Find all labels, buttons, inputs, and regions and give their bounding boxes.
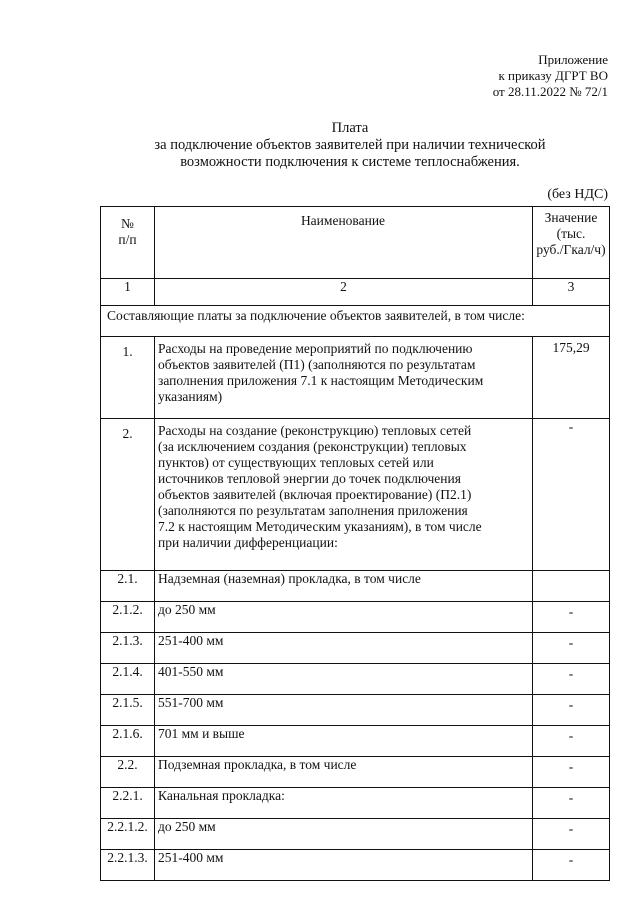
table-row xyxy=(101,788,610,819)
row-name: 401-550 мм xyxy=(155,664,533,695)
row-name-line: (за исключением создания (реконструкции) тепловых xyxy=(158,439,467,454)
header-number-line: № xyxy=(121,216,134,231)
row-value: - xyxy=(533,850,610,881)
table-row xyxy=(101,695,610,726)
row-name-line: указаниям) xyxy=(158,389,223,404)
table-row xyxy=(101,850,610,881)
section-title: Составляющие платы за подключение объектов заявителей, в том числе: xyxy=(101,306,610,337)
table-row xyxy=(101,819,610,850)
appendix-line: от 28.11.2022 № 72/1 xyxy=(492,84,608,99)
header-number xyxy=(101,207,155,279)
header-value-line: (тыс. xyxy=(556,226,586,241)
row-number: 2.1.4. xyxy=(101,664,155,695)
header-number-line: п/п xyxy=(118,232,137,247)
row-name xyxy=(155,419,533,571)
row-value: - xyxy=(533,726,610,757)
fee-table xyxy=(100,206,610,881)
row-name-line: при наличии дифференциации: xyxy=(158,535,338,550)
section-row xyxy=(101,306,610,337)
row-name: до 250 мм xyxy=(155,602,533,633)
row-number: 2.1.6. xyxy=(101,726,155,757)
row-name: до 250 мм xyxy=(155,819,533,850)
row-number: 1. xyxy=(101,337,155,419)
row-value xyxy=(533,571,610,602)
row-name-line: пунктов) от существующих тепловых сетей или xyxy=(158,455,434,470)
row-name xyxy=(155,337,533,419)
row-name-line: Расходы на проведение мероприятий по подключению xyxy=(158,341,473,356)
table-row xyxy=(101,419,610,571)
row-number: 2.1.5. xyxy=(101,695,155,726)
row-name: 701 мм и выше xyxy=(155,726,533,757)
table-row xyxy=(101,602,610,633)
header-value-line: руб./Гкал/ч) xyxy=(536,242,606,257)
appendix-line: Приложение xyxy=(538,52,608,67)
title-line: Плата xyxy=(331,120,369,136)
table-row xyxy=(101,633,610,664)
title-line: за подключение объектов заявителей при наличии технической xyxy=(154,137,546,153)
row-number: 2.2.1. xyxy=(101,788,155,819)
row-value: - xyxy=(533,757,610,788)
row-number: 2.2. xyxy=(101,757,155,788)
table-header-row xyxy=(101,207,610,279)
row-number: 2.2.1.3. xyxy=(101,850,155,881)
table-row xyxy=(101,757,610,788)
column-number: 3 xyxy=(533,279,610,306)
row-value: - xyxy=(533,819,610,850)
row-value: 175,29 xyxy=(533,337,610,419)
row-name-line: Расходы на создание (реконструкцию) тепловых сетей xyxy=(158,423,472,438)
row-name-line: объектов заявителей (включая проектирование) (П2.1) xyxy=(158,487,472,502)
row-value: - xyxy=(533,664,610,695)
table-row xyxy=(101,726,610,757)
row-name-line: 7.2 к настоящим Методическим указаниям), в том числе xyxy=(158,519,482,534)
table-row xyxy=(101,571,610,602)
vat-note: (без НДС) xyxy=(547,187,608,202)
table-row xyxy=(101,337,610,419)
row-number: 2.1.2. xyxy=(101,602,155,633)
header-value xyxy=(533,207,610,279)
row-name: Надземная (наземная) прокладка, в том числе xyxy=(155,571,533,602)
row-value: - xyxy=(533,602,610,633)
table-row xyxy=(101,664,610,695)
row-value: - xyxy=(533,695,610,726)
row-name-line: источников тепловой энергии до точек подключения xyxy=(158,471,461,486)
row-name: Подземная прокладка, в том числе xyxy=(155,757,533,788)
row-name: Канальная прокладка: xyxy=(155,788,533,819)
document-title xyxy=(100,120,600,171)
row-name: 251-400 мм xyxy=(155,633,533,664)
row-value: - xyxy=(533,788,610,819)
appendix-line: к приказу ДГРТ ВО xyxy=(498,68,608,83)
title-line: возможности подключения к системе теплоснабжения. xyxy=(180,154,520,170)
header-value-line: Значение xyxy=(544,210,598,225)
appendix-block xyxy=(493,52,608,100)
row-number: 2.1.3. xyxy=(101,633,155,664)
row-number: 2.1. xyxy=(101,571,155,602)
row-name: 551-700 мм xyxy=(155,695,533,726)
row-number: 2. xyxy=(101,419,155,571)
row-name-line: заполнения приложения 7.1 к настоящим Методическим xyxy=(158,373,484,388)
header-name: Наименование xyxy=(155,207,533,279)
row-name: 251-400 мм xyxy=(155,850,533,881)
row-value: - xyxy=(533,419,610,571)
row-name-line: объектов заявителей (П1) (заполняются по результатам xyxy=(158,357,476,372)
column-numbering-row xyxy=(101,279,610,306)
row-number: 2.2.1.2. xyxy=(101,819,155,850)
column-number: 2 xyxy=(155,279,533,306)
column-number: 1 xyxy=(101,279,155,306)
row-name-line: (заполняются по результатам заполнения приложения xyxy=(158,503,468,518)
row-value: - xyxy=(533,633,610,664)
